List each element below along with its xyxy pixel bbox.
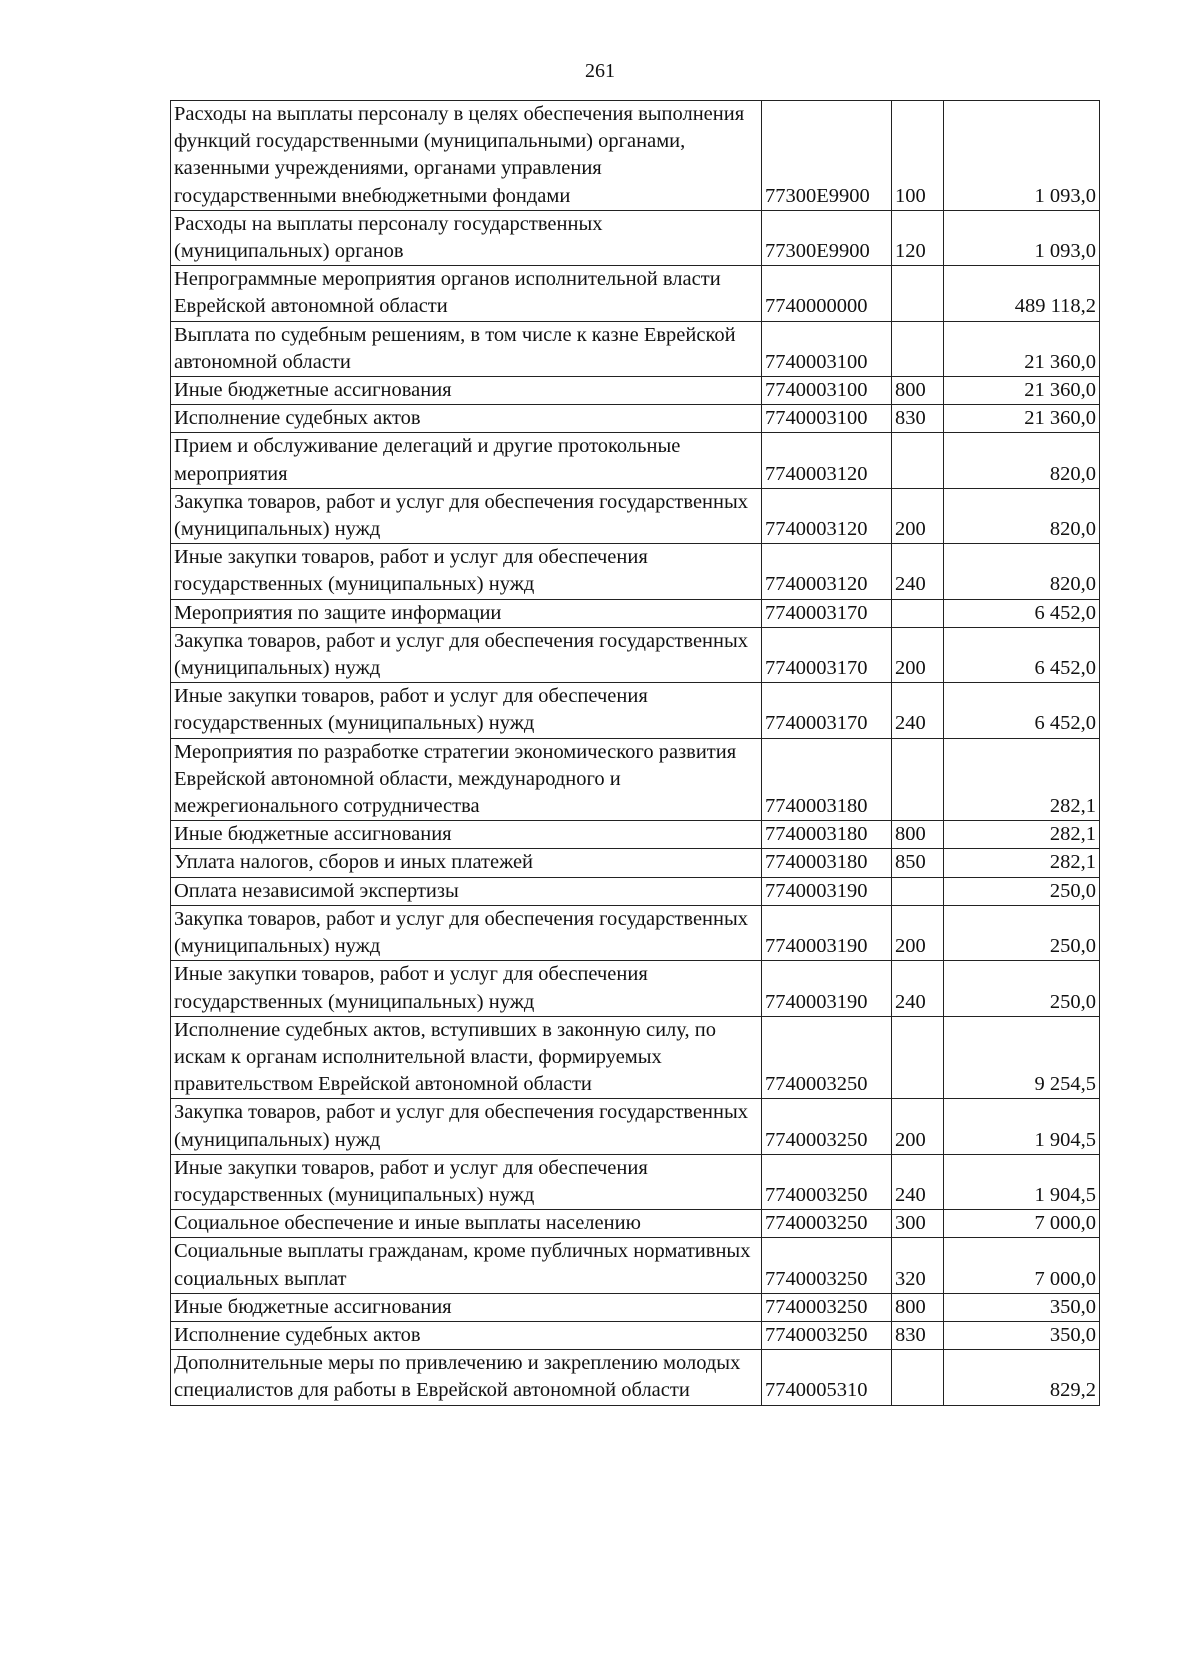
row-expense-type: 800 — [892, 1293, 944, 1321]
row-amount: 350,0 — [944, 1293, 1100, 1321]
table-row — [171, 1016, 1100, 1099]
row-expense-type — [892, 321, 944, 376]
row-name: Исполнение судебных актов — [171, 1321, 762, 1349]
row-expense-type: 240 — [892, 544, 944, 599]
row-code: 7740003190 — [762, 877, 892, 905]
row-amount: 820,0 — [944, 488, 1100, 543]
row-name: Иные бюджетные ассигнования — [171, 1293, 762, 1321]
table-row — [171, 877, 1100, 905]
row-code: 7740003250 — [762, 1016, 892, 1099]
row-name: Иные бюджетные ассигнования — [171, 821, 762, 849]
row-name: Выплата по судебным решениям, в том числе к казне Еврейской автономной области — [171, 321, 762, 376]
row-expense-type: 800 — [892, 821, 944, 849]
row-name: Исполнение судебных актов — [171, 405, 762, 433]
row-expense-type: 850 — [892, 849, 944, 877]
row-code: 7740003120 — [762, 544, 892, 599]
page-number: 261 — [585, 60, 615, 82]
table-row — [171, 599, 1100, 627]
table-row — [171, 210, 1100, 265]
budget-table — [170, 100, 1100, 1406]
row-amount: 820,0 — [944, 544, 1100, 599]
row-code: 7740003250 — [762, 1293, 892, 1321]
row-expense-type: 830 — [892, 405, 944, 433]
row-name: Расходы на выплаты персоналу государственных (муниципальных) органов — [171, 210, 762, 265]
row-code: 7740003250 — [762, 1154, 892, 1209]
row-code: 7740003180 — [762, 849, 892, 877]
row-amount: 282,1 — [944, 738, 1100, 821]
table-row — [171, 488, 1100, 543]
budget-table-body — [171, 101, 1100, 1406]
row-name: Расходы на выплаты персоналу в целях обеспечения выполнения функций государственными (муниципальными) органами, казенными учреждениями, органами управления государственными внебюджетными фондами — [171, 101, 762, 211]
row-expense-type: 830 — [892, 1321, 944, 1349]
row-code: 77300E9900 — [762, 210, 892, 265]
table-row — [171, 1350, 1100, 1405]
table-row — [171, 1321, 1100, 1349]
row-amount: 1 093,0 — [944, 101, 1100, 211]
row-name: Иные бюджетные ассигнования — [171, 377, 762, 405]
row-code: 7740003180 — [762, 821, 892, 849]
row-code: 7740003250 — [762, 1210, 892, 1238]
table-row — [171, 101, 1100, 211]
row-name: Закупка товаров, работ и услуг для обеспечения государственных (муниципальных) нужд — [171, 1099, 762, 1154]
row-amount: 9 254,5 — [944, 1016, 1100, 1099]
row-amount: 6 452,0 — [944, 683, 1100, 738]
row-expense-type — [892, 1350, 944, 1405]
row-code: 7740003100 — [762, 321, 892, 376]
row-name: Непрограммные мероприятия органов исполнительной власти Еврейской автономной области — [171, 266, 762, 321]
row-amount: 250,0 — [944, 877, 1100, 905]
row-amount: 350,0 — [944, 1321, 1100, 1349]
row-amount: 250,0 — [944, 961, 1100, 1016]
row-expense-type: 200 — [892, 627, 944, 682]
table-row — [171, 1210, 1100, 1238]
table-row — [171, 738, 1100, 821]
table-row — [171, 627, 1100, 682]
row-code: 7740005310 — [762, 1350, 892, 1405]
row-amount: 21 360,0 — [944, 321, 1100, 376]
table-row — [171, 961, 1100, 1016]
row-amount: 829,2 — [944, 1350, 1100, 1405]
row-expense-type — [892, 1016, 944, 1099]
row-name: Оплата независимой экспертизы — [171, 877, 762, 905]
row-amount: 7 000,0 — [944, 1238, 1100, 1293]
row-expense-type: 100 — [892, 101, 944, 211]
table-row — [171, 1154, 1100, 1209]
table-row — [171, 544, 1100, 599]
row-expense-type: 240 — [892, 961, 944, 1016]
row-name: Мероприятия по защите информации — [171, 599, 762, 627]
row-expense-type — [892, 433, 944, 488]
table-row — [171, 821, 1100, 849]
row-code: 7740000000 — [762, 266, 892, 321]
table-row — [171, 683, 1100, 738]
row-expense-type — [892, 599, 944, 627]
row-amount: 820,0 — [944, 433, 1100, 488]
row-expense-type — [892, 266, 944, 321]
row-code: 7740003120 — [762, 433, 892, 488]
row-name: Уплата налогов, сборов и иных платежей — [171, 849, 762, 877]
row-expense-type: 200 — [892, 905, 944, 960]
row-code: 7740003100 — [762, 377, 892, 405]
row-expense-type: 200 — [892, 1099, 944, 1154]
row-name: Закупка товаров, работ и услуг для обеспечения государственных (муниципальных) нужд — [171, 627, 762, 682]
row-amount: 489 118,2 — [944, 266, 1100, 321]
row-code: 7740003190 — [762, 961, 892, 1016]
row-name: Иные закупки товаров, работ и услуг для обеспечения государственных (муниципальных) нужд — [171, 683, 762, 738]
table-row — [171, 377, 1100, 405]
table-row — [171, 849, 1100, 877]
row-name: Иные закупки товаров, работ и услуг для обеспечения государственных (муниципальных) нужд — [171, 1154, 762, 1209]
row-name: Закупка товаров, работ и услуг для обеспечения государственных (муниципальных) нужд — [171, 905, 762, 960]
row-expense-type: 320 — [892, 1238, 944, 1293]
row-amount: 7 000,0 — [944, 1210, 1100, 1238]
row-amount: 6 452,0 — [944, 599, 1100, 627]
row-name: Мероприятия по разработке стратегии экономического развития Еврейской автономной области, международного и межрегионального сотрудничества — [171, 738, 762, 821]
row-code: 7740003100 — [762, 405, 892, 433]
row-code: 7740003170 — [762, 627, 892, 682]
table-row — [171, 405, 1100, 433]
row-name: Социальные выплаты гражданам, кроме публичных нормативных социальных выплат — [171, 1238, 762, 1293]
row-name: Прием и обслуживание делегаций и другие протокольные мероприятия — [171, 433, 762, 488]
table-row — [171, 1099, 1100, 1154]
row-code: 7740003250 — [762, 1099, 892, 1154]
row-name: Социальное обеспечение и иные выплаты населению — [171, 1210, 762, 1238]
row-amount: 6 452,0 — [944, 627, 1100, 682]
row-amount: 282,1 — [944, 821, 1100, 849]
table-row — [171, 321, 1100, 376]
table-row — [171, 1238, 1100, 1293]
row-code: 7740003170 — [762, 599, 892, 627]
row-name: Исполнение судебных актов, вступивших в законную силу, по искам к органам исполнительной власти, формируемых правительством Еврейской автономной области — [171, 1016, 762, 1099]
row-amount: 1 904,5 — [944, 1154, 1100, 1209]
row-expense-type: 200 — [892, 488, 944, 543]
table-row — [171, 1293, 1100, 1321]
row-code: 7740003250 — [762, 1238, 892, 1293]
row-amount: 282,1 — [944, 849, 1100, 877]
table-row — [171, 266, 1100, 321]
row-code: 7740003250 — [762, 1321, 892, 1349]
row-expense-type — [892, 738, 944, 821]
row-amount: 1 093,0 — [944, 210, 1100, 265]
row-name: Иные закупки товаров, работ и услуг для обеспечения государственных (муниципальных) нужд — [171, 544, 762, 599]
row-name: Дополнительные меры по привлечению и закреплению молодых специалистов для работы в Еврейской автономной области — [171, 1350, 762, 1405]
row-expense-type: 300 — [892, 1210, 944, 1238]
row-expense-type — [892, 877, 944, 905]
row-expense-type: 800 — [892, 377, 944, 405]
row-name: Иные закупки товаров, работ и услуг для обеспечения государственных (муниципальных) нужд — [171, 961, 762, 1016]
table-row — [171, 905, 1100, 960]
row-code: 7740003120 — [762, 488, 892, 543]
row-name: Закупка товаров, работ и услуг для обеспечения государственных (муниципальных) нужд — [171, 488, 762, 543]
row-code: 7740003190 — [762, 905, 892, 960]
row-amount: 1 904,5 — [944, 1099, 1100, 1154]
table-row — [171, 433, 1100, 488]
row-code: 7740003180 — [762, 738, 892, 821]
row-expense-type: 240 — [892, 683, 944, 738]
row-expense-type: 120 — [892, 210, 944, 265]
row-expense-type: 240 — [892, 1154, 944, 1209]
row-amount: 21 360,0 — [944, 405, 1100, 433]
row-code: 77300E9900 — [762, 101, 892, 211]
row-amount: 250,0 — [944, 905, 1100, 960]
row-amount: 21 360,0 — [944, 377, 1100, 405]
row-code: 7740003170 — [762, 683, 892, 738]
